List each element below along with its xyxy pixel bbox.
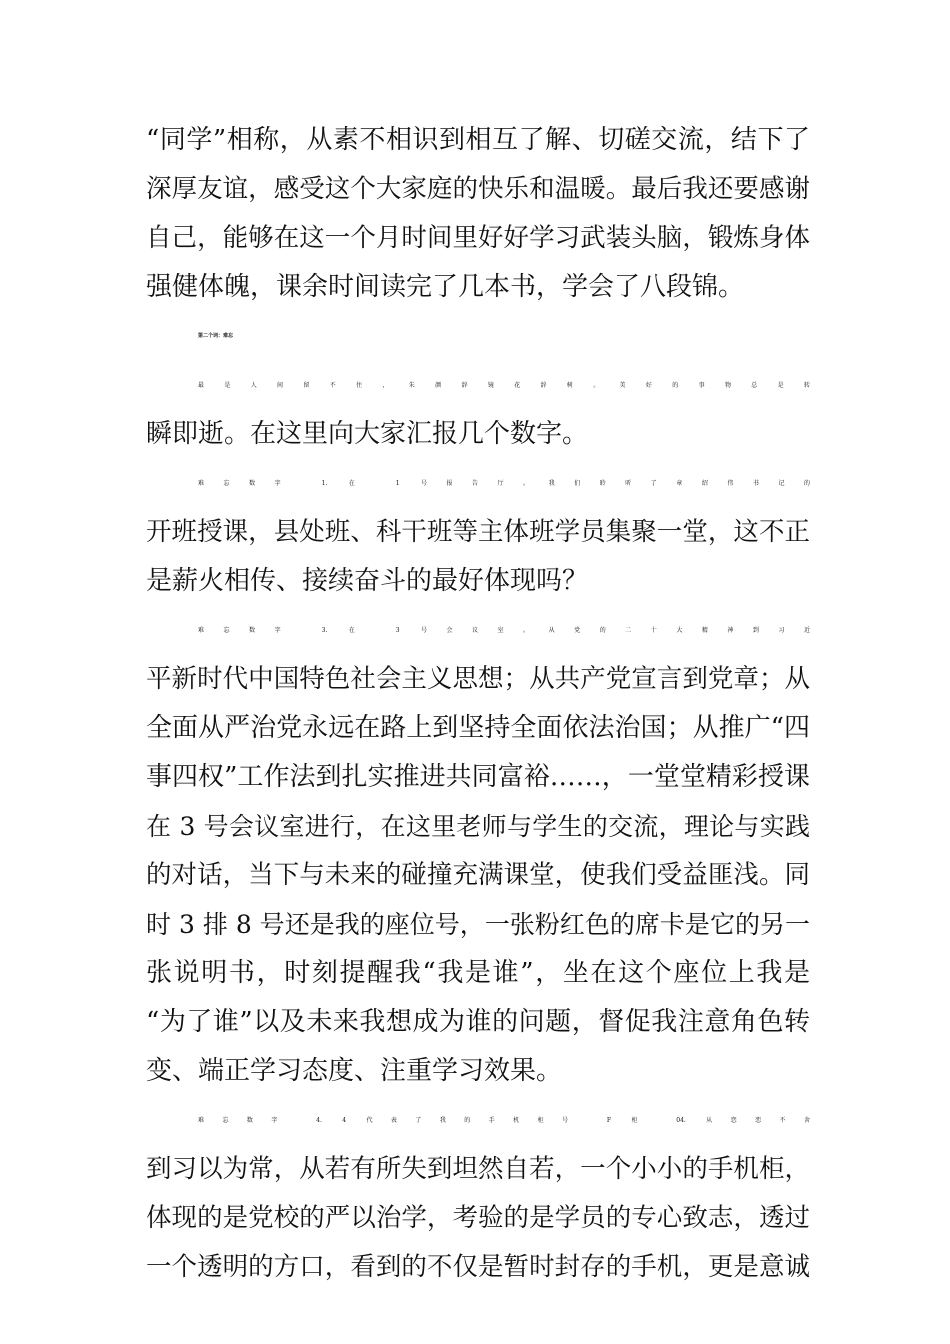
text-line: 时 3 排 8 号还是我的座位号，一张粉红色的席卡是它的另一: [146, 910, 810, 939]
text-line: 是薪火相传、接续奋斗的最好体现吗？: [146, 566, 589, 596]
text-line: “为了谁”以及未来我想成为谁的问题，督促我注意角色转: [146, 1007, 810, 1037]
text-line: 一个透明的方口，看到的不仅是暂时封存的手机，更是意诚: [146, 1252, 810, 1282]
text-line: 难忘数字 4. 4 代表了我的手机柜号 F 柜 04. 从恋恋不舍: [198, 1117, 810, 1124]
text-line: 自己，能够在这一个月时间里好好学习武装头脑，锻炼身体: [146, 223, 810, 253]
text-line: 在 3 号会议室进行，在这里老师与学生的交流，理论与实践: [146, 812, 810, 841]
text-line: 的对话，当下与未来的碰撞充满课堂，使我们受益匪浅。同: [146, 860, 810, 890]
text-line: 难忘数字 1. 在 1 号报告厅。我们聆听了章绍伟书记的: [198, 480, 810, 487]
text-line: 张说明书，时刻提醒我“我是谁”，坐在这个座位上我是: [146, 958, 810, 988]
paragraph-body: [146, 606, 810, 1096]
text-line: 瞬即逝。在这里向大家汇报几个数字。: [146, 419, 589, 449]
section-heading: [146, 312, 810, 361]
document-text: [146, 116, 810, 1292]
text-line: 强健体魄，课余时间读完了几本书，学会了八段锦。: [146, 272, 745, 302]
heading-line: 第二个词：难忘: [198, 333, 234, 339]
text-line: 开班授课，县处班、科干班等主体班学员集聚一堂，这不正: [146, 517, 810, 547]
paragraph-body: [146, 116, 810, 312]
text-line: 体现的是党校的严以治学，考验的是学员的专心致志，透过: [146, 1203, 810, 1233]
text-line: 全面从严治党永远在路上到坚持全面依法治国；从推广“四: [146, 713, 810, 743]
text-line: 变、端正学习态度、注重学习效果。: [146, 1056, 563, 1086]
text-line: 到习以为常，从若有所失到坦然自若，一个小小的手机柜，: [146, 1154, 810, 1184]
text-line: 难忘数字 3. 在 3 号会议室。从党的二十大精神到习近: [198, 627, 810, 634]
paragraph-body: [146, 361, 810, 459]
text-line: 最是人间留不住，朱颜辞镜花辞树。美好的事物总是转: [198, 382, 810, 389]
text-line: 事四权”工作法到扎实推进共同富裕……，一堂堂精彩授课: [146, 762, 810, 792]
paragraph-body: [146, 459, 810, 606]
text-line: “同学”相称，从素不相识到相互了解、切磋交流，结下了: [146, 125, 810, 155]
paragraph-body: [146, 1096, 810, 1292]
text-line: 平新时代中国特色社会主义思想；从共产党宣言到党章；从: [146, 664, 810, 694]
text-line: 深厚友谊，感受这个大家庭的快乐和温暖。最后我还要感谢: [146, 174, 810, 204]
